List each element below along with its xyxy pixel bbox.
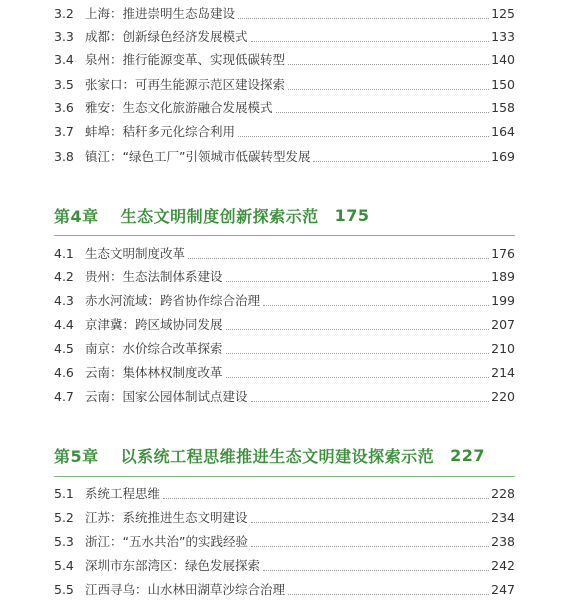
dot-leader <box>276 103 490 113</box>
toc-entry[interactable] <box>54 579 515 601</box>
entry-title: 南京：水价综合改革探索 <box>85 340 223 356</box>
toc-entry[interactable] <box>54 362 515 384</box>
entry-page-number: 234 <box>491 509 515 525</box>
toc-entry[interactable] <box>54 266 515 288</box>
dot-leader <box>313 152 489 162</box>
entry-title: 蚌埠：秸秆多元化综合利用 <box>85 123 236 139</box>
chapter-label: 第5章 <box>54 446 99 466</box>
toc-entry[interactable] <box>54 121 515 143</box>
dot-leader <box>263 561 489 571</box>
entry-page-number: 176 <box>491 245 515 261</box>
entry-number: 4.4 <box>54 316 74 332</box>
entry-title: 京津冀：跨区域协同发展 <box>85 316 223 332</box>
entry-number: 3.3 <box>54 28 74 44</box>
entry-page-number: 238 <box>491 533 515 549</box>
toc-entry[interactable] <box>54 290 515 312</box>
dot-leader <box>263 296 489 306</box>
chapter-divider <box>54 235 515 236</box>
entry-page-number: 140 <box>491 51 515 67</box>
entry-number: 5.3 <box>54 533 74 549</box>
entry-page-number: 125 <box>491 5 515 21</box>
dot-leader <box>251 392 490 402</box>
entry-number: 3.7 <box>54 123 74 139</box>
entry-number: 3.2 <box>54 5 74 21</box>
dot-leader <box>163 489 489 499</box>
dot-leader <box>238 9 489 19</box>
entry-number: 3.4 <box>54 51 74 67</box>
entry-title: 江西寻乌：山水林田湖草沙综合治理 <box>85 581 286 597</box>
entry-title: 浙江：“五水共治”的实践经验 <box>85 533 248 549</box>
toc-entry[interactable] <box>54 483 515 505</box>
toc-entry[interactable] <box>54 97 515 119</box>
toc-entry[interactable] <box>54 74 515 96</box>
entry-title: 张家口：可再生能源示范区建设探索 <box>85 76 286 92</box>
chapter-heading[interactable] <box>54 202 370 228</box>
entry-page-number: 214 <box>491 364 515 380</box>
chapter-label: 第4章 <box>54 206 99 226</box>
entry-title: 系统工程思维 <box>85 485 161 501</box>
entry-page-number: 158 <box>491 99 515 115</box>
dot-leader <box>288 55 489 65</box>
entry-page-number: 164 <box>491 123 515 139</box>
entry-title: 上海：推进崇明生态岛建设 <box>85 5 236 21</box>
toc-entry[interactable] <box>54 49 515 71</box>
dot-leader <box>238 127 489 137</box>
dot-leader <box>251 537 489 547</box>
toc-entry[interactable] <box>54 555 515 577</box>
entry-title: 云南：国家公园体制试点建设 <box>85 388 248 404</box>
entry-number: 3.5 <box>54 76 74 92</box>
toc-entry[interactable] <box>54 338 515 360</box>
entry-number: 4.1 <box>54 245 74 261</box>
entry-title: 云南：集体林权制度改革 <box>85 364 223 380</box>
entry-number: 4.3 <box>54 292 74 308</box>
dot-leader <box>226 272 490 282</box>
entry-page-number: 210 <box>491 340 515 356</box>
dot-leader <box>188 249 489 259</box>
entry-number: 4.7 <box>54 388 74 404</box>
entry-page-number: 247 <box>491 581 515 597</box>
dot-leader <box>226 344 490 354</box>
toc-entry[interactable] <box>54 243 515 265</box>
entry-title: 江苏：系统推进生态文明建设 <box>85 509 248 525</box>
entry-title: 赤水河流域：跨省协作综合治理 <box>85 292 261 308</box>
dot-leader <box>226 320 490 330</box>
chapter-page-number: 175 <box>334 205 370 225</box>
entry-title: 雅安：生态文化旅游融合发展模式 <box>85 99 273 115</box>
toc-entry[interactable] <box>54 386 515 408</box>
entry-number: 5.2 <box>54 509 74 525</box>
entry-title: 深圳市东部湾区：绿色发展探索 <box>85 557 261 573</box>
chapter-divider <box>54 476 515 477</box>
toc-entry[interactable] <box>54 26 515 48</box>
entry-number: 5.4 <box>54 557 74 573</box>
entry-title: 镇江：“绿色工厂”引领城市低碳转型发展 <box>85 148 311 164</box>
entry-title: 贵州：生态法制体系建设 <box>85 268 223 284</box>
dot-leader <box>251 32 490 42</box>
entry-title: 成都：创新绿色经济发展模式 <box>85 28 248 44</box>
entry-page-number: 169 <box>491 148 515 164</box>
toc-entry[interactable] <box>54 507 515 529</box>
toc-entry[interactable] <box>54 146 515 168</box>
entry-number: 5.5 <box>54 581 74 597</box>
dot-leader <box>288 80 489 90</box>
entry-page-number: 133 <box>491 28 515 44</box>
toc-entry[interactable] <box>54 531 515 553</box>
entry-number: 3.6 <box>54 99 74 115</box>
entry-page-number: 189 <box>491 268 515 284</box>
dot-leader <box>226 368 490 378</box>
entry-number: 4.2 <box>54 268 74 284</box>
dot-leader <box>251 513 490 523</box>
entry-number: 5.1 <box>54 485 74 501</box>
entry-title: 生态文明制度改革 <box>85 245 186 261</box>
entry-title: 泉州：推行能源变革、实现低碳转型 <box>85 51 286 67</box>
entry-page-number: 242 <box>491 557 515 573</box>
chapter-page-number: 227 <box>450 445 486 465</box>
entry-number: 3.8 <box>54 148 74 164</box>
toc-entry[interactable] <box>54 314 515 336</box>
dot-leader <box>288 585 489 595</box>
entry-number: 4.5 <box>54 340 74 356</box>
chapter-title: 以系统工程思维推进生态文明建设探索示范 <box>120 446 435 466</box>
entry-page-number: 228 <box>491 485 515 501</box>
entry-number: 4.6 <box>54 364 74 380</box>
chapter-title: 生态文明制度创新探索示范 <box>120 206 319 226</box>
toc-entry[interactable] <box>54 3 515 25</box>
entry-page-number: 207 <box>491 316 515 332</box>
chapter-heading[interactable] <box>54 442 485 468</box>
entry-page-number: 199 <box>491 292 515 308</box>
entry-page-number: 150 <box>491 76 515 92</box>
entry-page-number: 220 <box>491 388 515 404</box>
